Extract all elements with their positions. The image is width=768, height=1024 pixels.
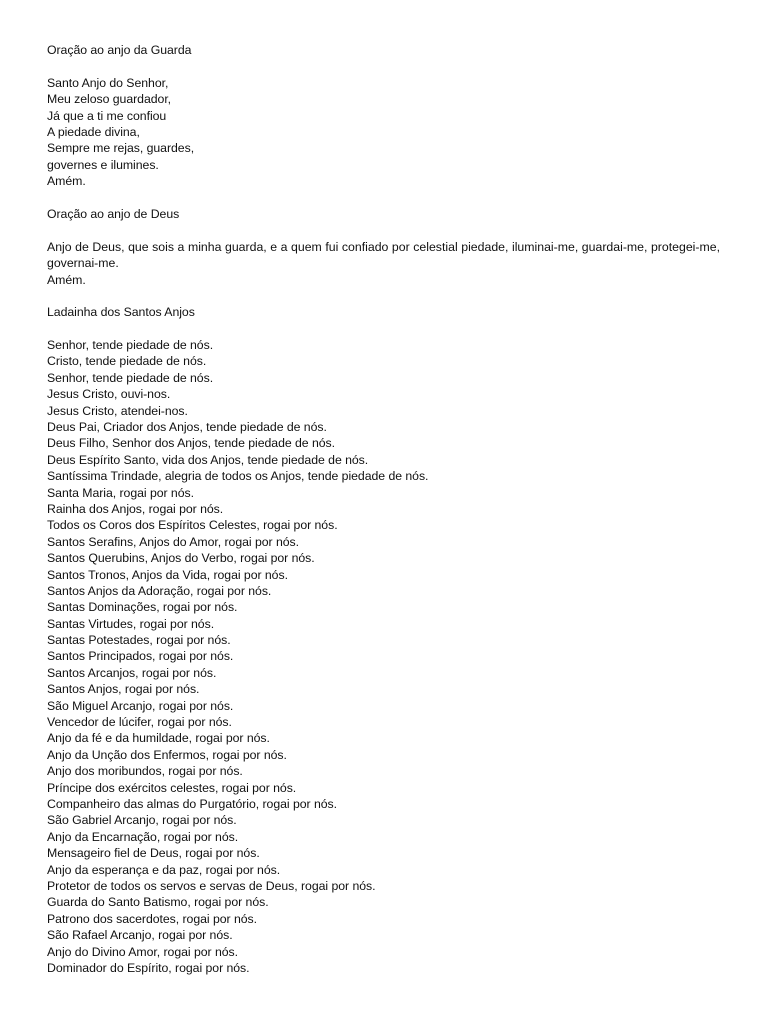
litany-line: Senhor, tende piedade de nós. [47,370,214,385]
spacer [47,58,720,74]
litany-line: Jesus Cristo, ouvi-nos. [47,387,171,402]
litany-line: Santas Virtudes, rogai por nós. [47,616,215,631]
litany-list [47,337,720,976]
litany-line: Santos Tronos, Anjos da Vida, rogai por nós. [47,567,288,582]
section-title-anjo-da-guarda: Oração ao anjo da Guarda [47,43,192,57]
litany-line: Anjo dos moribundos, rogai por nós. [47,764,243,779]
litany-line: São Gabriel Arcanjo, rogai por nós. [47,813,237,828]
litany-line: Santos Querubins, Anjos do Verbo, rogai por nós. [47,551,315,566]
prayer-line: Meu zeloso guardador, [47,92,172,107]
litany-line: Santíssima Trindade, alegria de todos os Anjos, tende piedade de nós. [47,469,429,484]
litany-line: Dominador do Espírito, rogai por nós. [47,960,250,975]
litany-line: Senhor, tende piedade de nós. [47,338,214,353]
litany-line: Santos Anjos da Adoração, rogai por nós. [47,583,272,598]
litany-line: Anjo da fé e da humildade, rogai por nós. [47,731,270,746]
prayer-line: Sempre me rejas, guardes, [47,141,195,156]
litany-line: Cristo, tende piedade de nós. [47,354,207,369]
litany-line: São Miguel Arcanjo, rogai por nós. [47,698,234,713]
litany-line: Vencedor de lúcifer, rogai por nós. [47,715,232,730]
prayer-anjo-da-guarda [47,75,720,190]
document-page [47,42,720,976]
litany-line: Rainha dos Anjos, rogai por nós. [47,501,224,516]
litany-line: Deus Espírito Santo, vida dos Anjos, tende piedade de nós. [47,452,369,467]
spacer [47,190,720,206]
spacer [47,288,720,304]
litany-line: Santa Maria, rogai por nós. [47,485,194,500]
litany-line: Guarda do Santo Batismo, rogai por nós. [47,895,269,910]
litany-line: Todos os Coros dos Espíritos Celestes, rogai por nós. [47,518,338,533]
litany-line: Deus Pai, Criador dos Anjos, tende piedade de nós. [47,420,327,435]
prayer-line: governes e ilumines. [47,157,159,172]
prayer-closing: Amém. [47,272,86,287]
litany-line: Santos Anjos, rogai por nós. [47,682,200,697]
litany-line: Santos Serafins, Anjos do Amor, rogai por nós. [47,534,299,549]
prayer-line: A piedade divina, [47,124,140,139]
litany-line: Protetor de todos os servos e servas de Deus, rogai por nós. [47,878,376,893]
section-title-anjo-de-deus: Oração ao anjo de Deus [47,206,180,221]
litany-line: Santas Dominações, rogai por nós. [47,600,238,615]
litany-line: Deus Filho, Senhor dos Anjos, tende piedade de nós. [47,436,335,451]
spacer [47,222,720,238]
prayer-line: Já que a ti me confiou [47,108,167,123]
litany-line: Patrono dos sacerdotes, rogai por nós. [47,911,258,926]
litany-line: Anjo da Encarnação, rogai por nós. [47,829,239,844]
litany-line: São Rafael Arcanjo, rogai por nós. [47,928,233,943]
litany-line: Santos Arcanjos, rogai por nós. [47,665,217,680]
litany-line: Anjo da esperança e da paz, rogai por nós. [47,862,281,877]
prayer-line: Amém. [47,174,86,189]
litany-line: Anjo do Divino Amor, rogai por nós. [47,944,239,959]
litany-line: Mensageiro fiel de Deus, rogai por nós. [47,846,260,861]
prayer-anjo-de-deus-paragraph: Anjo de Deus, que sois a minha guarda, e a quem fui confiado por celestial piedade, iluminai-me, guardai-me, protegei-me, governai-me. [47,239,720,271]
litany-line: Santos Principados, rogai por nós. [47,649,234,664]
prayer-line: Santo Anjo do Senhor, [47,75,169,90]
litany-line: Príncipe dos exércitos celestes, rogai por nós. [47,780,297,795]
spacer [47,321,720,337]
litany-line: Companheiro das almas do Purgatório, rogai por nós. [47,797,338,811]
litany-line: Anjo da Unção dos Enfermos, rogai por nós. [47,747,287,762]
litany-line: Jesus Cristo, atendei-nos. [47,403,188,418]
litany-line: Santas Potestades, rogai por nós. [47,633,231,648]
section-title-ladainha: Ladainha dos Santos Anjos [47,305,195,320]
